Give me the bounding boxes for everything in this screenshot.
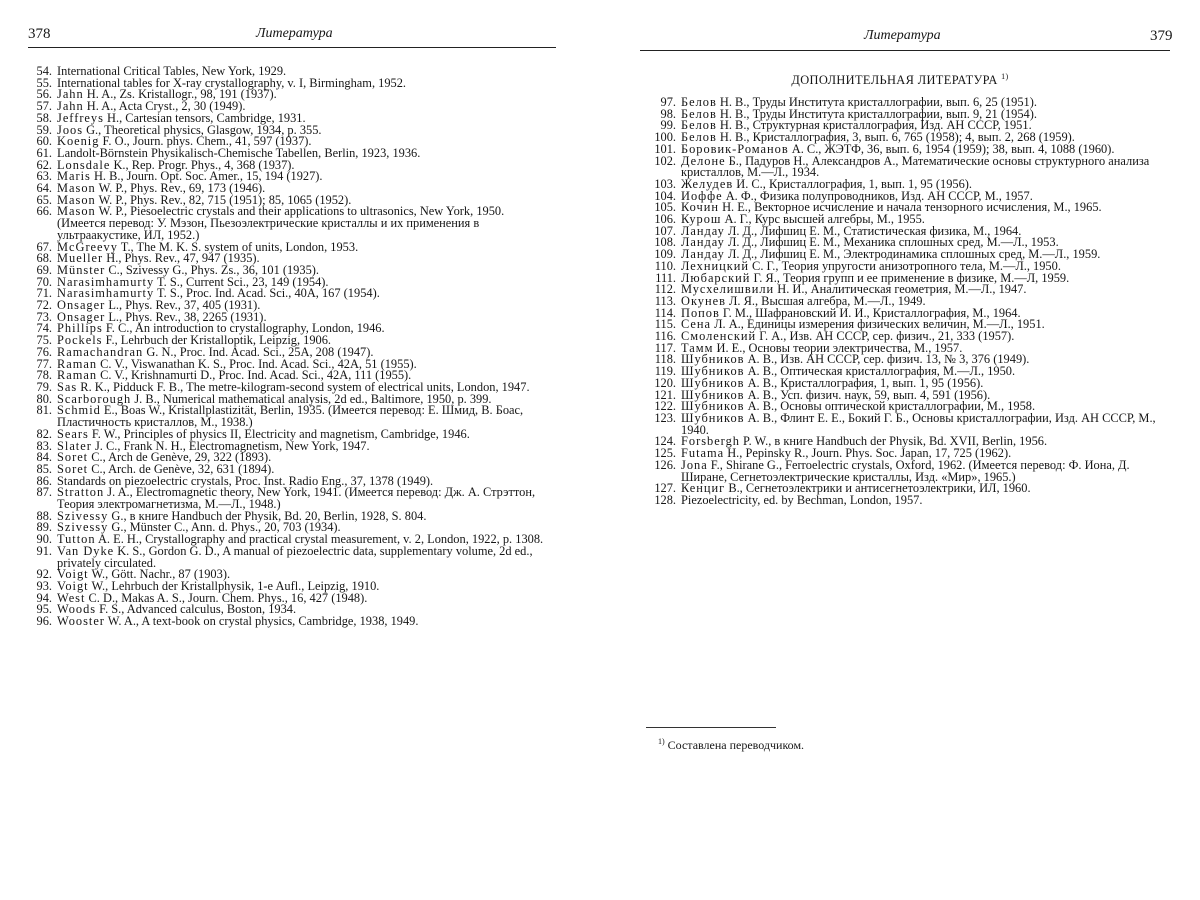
reference-number: 128. xyxy=(654,492,676,507)
running-title: Литература xyxy=(864,28,941,43)
reference-number: 66. xyxy=(36,204,52,219)
reference-details: А. Ф., Физика полупроводников, Изд. АН СССР, М., 1957. xyxy=(722,188,1033,203)
reference-number: 121. xyxy=(654,387,676,402)
reference-author: Joos xyxy=(57,122,84,137)
right-page-header xyxy=(642,26,1172,46)
reference-author: Sears xyxy=(57,426,89,441)
reference-details: Landolt-Börnstein Physikalisch-Chemische Tabellen, Berlin, 1923, 1936. xyxy=(57,145,421,160)
reference-author: Slater xyxy=(57,438,92,453)
reference-details: Л. Я., Высшая алгебра, М.—Л., 1949. xyxy=(725,293,926,308)
reference-details: Л. А., Единицы измерения физических величин, М.—Л., 1951. xyxy=(711,317,1045,332)
reference-number: 77. xyxy=(36,356,52,371)
section-title xyxy=(600,72,1200,88)
reference-number: 68. xyxy=(36,251,52,266)
reference-author: Forsbergh xyxy=(681,434,740,449)
reference-details: C., Arch. de Genève, 32, 631 (1894). xyxy=(88,461,275,476)
reference-details: W. A., A text-book on crystal physics, Cambridge, 1938, 1949. xyxy=(104,614,419,629)
reference-number: 111. xyxy=(655,270,676,285)
reference-details: С. Г., Теория упругости анизотропного тела, М.—Л., 1950. xyxy=(748,258,1061,273)
reference-number: 64. xyxy=(36,181,52,196)
reference-text xyxy=(57,616,552,628)
reference-author: Soret xyxy=(57,461,89,476)
reference-number: 103. xyxy=(654,176,676,191)
reference-author: Ramachandran xyxy=(57,344,144,359)
reference-author: Soret xyxy=(57,450,89,465)
reference-author: Jeffreys xyxy=(57,110,104,125)
reference-details: W., Gött. Nachr., 87 (1903). xyxy=(88,567,231,582)
reference-number: 65. xyxy=(36,192,52,207)
reference-details: H. B., Journ. Opt. Soc. Amer., 15, 194 (1927). xyxy=(90,169,323,184)
reference-number: 73. xyxy=(36,309,52,324)
reference-author: Шубников xyxy=(681,375,745,390)
reference-author: Mueller xyxy=(57,251,104,266)
reference-details: K. S., Gordon G. D., A manual of piezoelectric data, supplementary volume, 2d ed., privately circulated. xyxy=(57,543,533,570)
reference-details: J. C., Frank N. H., Electromagnetism, New York, 1947. xyxy=(91,438,370,453)
reference-author: Sas xyxy=(57,379,78,394)
reference-author: Mason xyxy=(57,181,96,196)
reference-author: Боровик-Романов xyxy=(681,141,789,156)
reference-item xyxy=(28,405,552,428)
reference-number: 95. xyxy=(36,602,52,617)
reference-author: Сена xyxy=(681,317,712,332)
header-rule xyxy=(640,50,1170,51)
reference-details: Н. В., Труды Института кристаллографии, вып. 9, 21 (1954). xyxy=(716,106,1037,121)
page-number: 378 xyxy=(28,26,51,42)
reference-author: Белов xyxy=(681,106,717,121)
reference-text xyxy=(681,153,1172,180)
reference-details: W. P., Phys. Rev., 69, 173 (1946). xyxy=(95,181,266,196)
reference-author: Phillips xyxy=(57,321,103,336)
reference-text xyxy=(681,457,1172,484)
reference-number: 119. xyxy=(654,364,676,379)
reference-number: 113. xyxy=(654,293,676,308)
reference-author: Шубников xyxy=(681,399,745,414)
reference-list xyxy=(642,97,1172,507)
reference-number: 110. xyxy=(654,258,676,273)
reference-number: 79. xyxy=(36,379,52,394)
reference-details: J. A., Electromagnetic theory, New York, 1941. (Имеется перевод: Дж. А. Стрэттон, Теория электромагнетизма, М.—Л., 1948.) xyxy=(57,485,536,512)
reference-number: 87. xyxy=(36,485,52,500)
footnote-marker: 1) xyxy=(658,737,665,746)
reference-number: 71. xyxy=(36,286,52,301)
reference-details: И. Е., Основы теории электричества, М., 1957. xyxy=(713,340,963,355)
reference-item xyxy=(28,543,552,570)
reference-details: Л. Д., Лифшиц Е. М., Механика сплошных сред, М.—Л., 1953. xyxy=(724,235,1059,250)
reference-author: Любарский xyxy=(681,270,751,285)
reference-number: 99. xyxy=(660,118,676,133)
reference-item xyxy=(28,206,552,241)
reference-author: Попов xyxy=(681,305,720,320)
reference-number: 81. xyxy=(36,403,52,418)
reference-number: 70. xyxy=(36,274,52,289)
reference-details: International tables for X-ray crystallography, v. I, Birmingham, 1952. xyxy=(57,75,407,90)
reference-number: 69. xyxy=(36,262,52,277)
reference-author: Jahn xyxy=(57,87,84,102)
reference-author: Maris xyxy=(57,169,91,184)
footnote-text: Составлена переводчиком. xyxy=(664,738,805,752)
footnote xyxy=(658,737,804,753)
reference-author: Jahn xyxy=(57,99,84,114)
reference-author: Шубников xyxy=(681,410,745,425)
reference-author: West xyxy=(57,590,86,605)
reference-details: R. K., Pidduck F. B., The metre-kilogram-second system of electrical units, London, 1947. xyxy=(77,379,530,394)
reference-text xyxy=(57,405,552,428)
reference-number: 104. xyxy=(654,188,676,203)
reference-author: Ландау xyxy=(681,223,725,238)
reference-author: Voigt xyxy=(57,567,89,582)
reference-number: 93. xyxy=(36,578,52,593)
reference-author: Van Dyke xyxy=(57,543,115,558)
reference-number: 86. xyxy=(36,473,52,488)
reference-author: Лехницкий xyxy=(681,258,749,273)
reference-details: E., Boas W., Kristallplastizität, Berlin, 1935. (Имеется перевод: Е. Шмид, В. Боас, Пластичность кристаллов, М., 1938.) xyxy=(57,403,524,430)
reference-number: 112. xyxy=(654,282,676,297)
reference-author: Onsager xyxy=(57,298,106,313)
reference-author: Schmid xyxy=(57,403,101,418)
reference-details: Н. В., Кристаллография, 3, вып. 6, 765 (1958); 4, вып. 2, 268 (1959). xyxy=(716,130,1075,145)
reference-number: 94. xyxy=(36,590,52,605)
reference-details: F., Lehrbuch der Kristalloptik, Leipzig, 1906. xyxy=(102,333,332,348)
reference-details: F., Shirane G., Ferroelectric crystals, Oxford, 1962. (Имеется перевод: Ф. Иона, Д. Ширане, Сегнетоэлектрические кристаллы, Изд. «Мир», 1965.) xyxy=(681,457,1130,484)
reference-details: А. В., Кристаллография, 1, вып. 1, 95 (1956). xyxy=(744,375,984,390)
reference-author: Окунев xyxy=(681,293,726,308)
reference-number: 92. xyxy=(36,567,52,582)
reference-number: 58. xyxy=(36,110,52,125)
reference-details: Н. В., Структурная кристаллография, Изд. АН СССР, 1951. xyxy=(716,118,1032,133)
reference-details: F. C., An introduction to crystallography, London, 1946. xyxy=(102,321,385,336)
reference-author: Шубников xyxy=(681,387,745,402)
reference-author: Белов xyxy=(681,95,717,109)
reference-author: Кенциг xyxy=(681,481,726,496)
reference-number: 76. xyxy=(36,344,52,359)
page-number: 379 xyxy=(1150,28,1173,44)
reference-details: В., Сегнетоэлектрики и антисегнетоэлектрики, ИЛ, 1960. xyxy=(725,481,1031,496)
reference-number: 62. xyxy=(36,157,52,172)
reference-details: P. W., в книге Handbuch der Physik, Bd. XVII, Berlin, 1956. xyxy=(739,434,1048,449)
reference-number: 96. xyxy=(36,614,52,629)
reference-author: Ландау xyxy=(681,247,725,262)
reference-details: А. Г., Курс высшей алгебры, М., 1955. xyxy=(721,212,925,227)
reference-author: Voigt xyxy=(57,578,89,593)
reference-number: 114. xyxy=(654,305,676,320)
reference-details: Standards on piezoelectric crystals, Proc. Inst. Radio Eng., 37, 1378 (1949). xyxy=(57,473,434,488)
reference-number: 124. xyxy=(654,434,676,449)
reference-details: C. V., Krishnamurti D., Proc. Ind. Acad. Sci., 42A, 111 (1955). xyxy=(97,368,412,383)
reference-item xyxy=(642,457,1172,484)
reference-number: 54. xyxy=(36,64,52,78)
reference-details: G. N., Proc. Ind. Acad. Sci., 25A, 208 (1947). xyxy=(143,344,374,359)
running-title: Литература xyxy=(256,26,333,41)
reference-number: 105. xyxy=(654,200,676,215)
reference-text xyxy=(57,487,552,510)
reference-details: A. E. H., Crystallography and practical crystal measurement, v. 2, London, 1922, p. 1308. xyxy=(95,532,544,547)
reference-text xyxy=(57,206,552,241)
reference-number: 72. xyxy=(36,298,52,313)
reference-item xyxy=(28,616,552,628)
reference-details: T. S., Proc. Ind. Acad. Sci., 40A, 167 (1954). xyxy=(154,286,380,301)
reference-number: 84. xyxy=(36,450,52,465)
reference-author: Белов xyxy=(681,118,717,133)
reference-details: F. S., Advanced calculus, Boston, 1934. xyxy=(96,602,297,617)
footnote-rule xyxy=(646,727,776,728)
reference-number: 117. xyxy=(654,340,676,355)
reference-author: Ландау xyxy=(681,235,725,250)
reference-number: 55. xyxy=(36,75,52,90)
reference-details: Н. Е., Векторное исчисление и начала тензорного исчисления, М., 1965. xyxy=(718,200,1102,215)
reference-details: C. V., Viswanathan K. S., Proc. Ind. Acad. Sci., 42A, 51 (1955). xyxy=(97,356,417,371)
reference-number: 89. xyxy=(36,520,52,535)
reference-details: Piezoelectricity, ed. by Bechman, London, 1957. xyxy=(681,492,923,507)
reference-item xyxy=(642,492,1172,507)
reference-author: Münster xyxy=(57,262,106,277)
reference-item xyxy=(642,153,1172,180)
reference-author: Jona xyxy=(681,457,708,472)
reference-number: 56. xyxy=(36,87,52,102)
reference-text xyxy=(681,492,1172,507)
reference-details: W., Lehrbuch der Kristallphysik, 1-e Aufl., Leipzig, 1910. xyxy=(88,578,380,593)
reference-text xyxy=(681,410,1172,437)
reference-number: 67. xyxy=(36,239,52,254)
reference-number: 98. xyxy=(660,106,676,121)
reference-author: Делоне xyxy=(681,153,726,168)
reference-details: C. D., Makas A. S., Journ. Chem. Phys., 16, 427 (1948). xyxy=(85,590,368,605)
reference-author: Желудев xyxy=(681,176,734,191)
reference-author: Scarborough xyxy=(57,391,132,406)
reference-details: G., Theoretical physics, Glasgow, 1934, p. 355. xyxy=(83,122,322,137)
reference-author: Narasimhamurty xyxy=(57,286,155,301)
reference-details: Г. Я., Теория групп и ее применение в физике, М.—Л, 1959. xyxy=(750,270,1070,285)
reference-author: Raman xyxy=(57,356,98,371)
reference-author: Szivessy xyxy=(57,520,109,535)
reference-details: G., в книге Handbuch der Physik, Bd. 20, Berlin, 1928, S. 804. xyxy=(108,508,427,523)
section-title-text: ДОПОЛНИТЕЛЬНАЯ ЛИТЕРАТУРА xyxy=(791,73,998,88)
reference-number: 63. xyxy=(36,169,52,184)
reference-details: H., Pepinsky R., Journ. Phys. Soc. Japan, 17, 725 (1962). xyxy=(724,446,1012,461)
reference-number: 100. xyxy=(654,130,676,145)
reference-number: 109. xyxy=(654,247,676,262)
reference-details: W. P., Piesoelectric crystals and their applications to ultrasonics, New York, 1950. (Имеется перевод: У. Мэзон, Пьезоэлектрические кристаллы и их применения в ультраакустике, ИЛ, 1952.) xyxy=(57,204,505,242)
reference-author: Курош xyxy=(681,212,722,227)
reference-details: А. В., Флинт Е. Е., Бокий Г. Б., Основы кристаллографии, Изд. АН СССР, М., 1940. xyxy=(681,410,1156,437)
reference-number: 122. xyxy=(654,399,676,414)
reference-number: 125. xyxy=(654,446,676,461)
reference-author: Futama xyxy=(681,446,725,461)
reference-author: Onsager xyxy=(57,309,106,324)
reference-number: 126. xyxy=(654,457,676,472)
reference-author: Szivessy xyxy=(57,508,109,523)
reference-details: C., Szivessy G., Phys. Zs., 36, 101 (1935). xyxy=(105,262,319,277)
reference-number: 78. xyxy=(36,368,52,383)
reference-details: L., Phys. Rev., 38, 2265 (1931). xyxy=(105,309,267,324)
left-page-header xyxy=(28,26,548,46)
reference-number: 115. xyxy=(654,317,676,332)
reference-details: Г. М., Шафрановский И. И., Кристаллография, М., 1964. xyxy=(719,305,1021,320)
reference-author: Pockels xyxy=(57,333,103,348)
reference-author: Raman xyxy=(57,368,98,383)
reference-details: H., Phys. Rev., 47, 947 (1935). xyxy=(103,251,260,266)
reference-text xyxy=(57,543,552,570)
reference-number: 75. xyxy=(36,333,52,348)
reference-details: И. С., Кристаллография, 1, вып. 1, 95 (1956). xyxy=(733,176,973,191)
reference-number: 59. xyxy=(36,122,52,137)
reference-details: А. В., Усп. физич. наук, 59, вып. 4, 591 (1956). xyxy=(744,387,991,402)
reference-number: 61. xyxy=(36,145,52,160)
reference-number: 118. xyxy=(654,352,676,367)
reference-details: K., Rep. Progr. Phys., 4, 368 (1937). xyxy=(110,157,295,172)
footnote-marker: 1) xyxy=(1001,72,1009,81)
reference-author: Мусхелишвили xyxy=(681,282,775,297)
reference-details: T., The M. K. S. system of units, London, 1953. xyxy=(117,239,359,254)
reference-details: Б., Падуров Н., Александров А., Математические основы структурного анализа кристаллов, М.—Л., 1934. xyxy=(681,153,1150,180)
reference-author: Lonsdale xyxy=(57,157,111,172)
reference-author: McGreevy xyxy=(57,239,118,254)
reference-details: F. W., Principles of physics II, Electricity and magnetism, Cambridge, 1946. xyxy=(88,426,470,441)
reference-number: 108. xyxy=(654,235,676,250)
reference-number: 82. xyxy=(36,426,52,441)
reference-details: H. A., Acta Cryst., 2, 30 (1949). xyxy=(83,99,246,114)
reference-author: Mason xyxy=(57,204,96,219)
reference-item xyxy=(642,410,1172,437)
reference-author: Mason xyxy=(57,192,96,207)
reference-number: 106. xyxy=(654,212,676,227)
reference-number: 97. xyxy=(660,95,676,109)
header-rule xyxy=(28,47,556,48)
reference-number: 123. xyxy=(654,410,676,425)
reference-number: 107. xyxy=(654,223,676,238)
reference-details: F. O., Journ. phys. Chem., 41, 597 (1937). xyxy=(99,134,312,149)
reference-list xyxy=(28,66,552,628)
reference-author: Шубников xyxy=(681,364,745,379)
reference-details: Н. И., Аналитическая геометрия, М.—Л., 1947. xyxy=(774,282,1027,297)
reference-number: 88. xyxy=(36,508,52,523)
reference-details: W. P., Phys. Rev., 82, 715 (1951); 85, 1065 (1952). xyxy=(95,192,352,207)
reference-number: 116. xyxy=(654,329,676,344)
reference-number: 101. xyxy=(654,141,676,156)
reference-author: Tutton xyxy=(57,532,96,547)
reference-author: Woods xyxy=(57,602,97,617)
reference-details: International Critical Tables, New York, 1929. xyxy=(57,64,287,78)
reference-details: Л. Д., Лифшиц Е. М., Электродинамика сплошных сред, М.—Л., 1959. xyxy=(724,247,1101,262)
reference-author: Кочин xyxy=(681,200,719,215)
reference-number: 127. xyxy=(654,481,676,496)
reference-number: 120. xyxy=(654,375,676,390)
reference-number: 57. xyxy=(36,99,52,114)
reference-item xyxy=(28,487,552,510)
reference-details: L., Phys. Rev., 37, 405 (1931). xyxy=(105,298,261,313)
reference-details: C., Arch de Genève, 29, 322 (1893). xyxy=(88,450,272,465)
reference-details: А. В., Изв. АН СССР, сер. физич. 13, № 3, 376 (1949). xyxy=(744,352,1030,367)
reference-author: Шубников xyxy=(681,352,745,367)
reference-author: Narasimhamurty xyxy=(57,274,155,289)
reference-author: Stratton xyxy=(57,485,105,500)
reference-number: 83. xyxy=(36,438,52,453)
reference-details: А. С., ЖЭТФ, 36, вып. 6, 1954 (1959); 38, вып. 4, 1088 (1960). xyxy=(788,141,1115,156)
reference-number: 80. xyxy=(36,391,52,406)
reference-author: Koenig xyxy=(57,134,100,149)
reference-details: А. В., Оптическая кристаллография, М.—Л., 1950. xyxy=(744,364,1016,379)
reference-author: Белов xyxy=(681,130,717,145)
reference-details: Н. В., Труды Института кристаллографии, вып. 6, 25 (1951). xyxy=(716,95,1037,109)
reference-details: G., Münster C., Ann. d. Phys., 20, 703 (1934). xyxy=(108,520,341,535)
reference-details: Л. Д., Лифшиц Е. М., Статистическая физика, М., 1964. xyxy=(724,223,1022,238)
reference-author: Иоффе xyxy=(681,188,723,203)
reference-author: Wooster xyxy=(57,614,105,629)
reference-number: 74. xyxy=(36,321,52,336)
reference-number: 60. xyxy=(36,134,52,149)
reference-details: H., Cartesian tensors, Cambridge, 1931. xyxy=(103,110,306,125)
reference-details: T. S., Current Sci., 23, 149 (1954). xyxy=(154,274,329,289)
right-page xyxy=(600,0,1200,900)
reference-number: 102. xyxy=(654,153,676,168)
reference-author: Тамм xyxy=(681,340,714,355)
reference-details: H. A., Zs. Kristallogr., 98, 191 (1937). xyxy=(83,87,277,102)
reference-details: А. В., Основы оптической кристаллографии, М., 1958. xyxy=(744,399,1036,414)
reference-number: 90. xyxy=(36,532,52,547)
reference-number: 85. xyxy=(36,461,52,476)
reference-number: 91. xyxy=(36,543,52,558)
reference-author: Смоленский xyxy=(681,329,757,344)
reference-details: J. B., Numerical mathematical analysis, 2d ed., Baltimore, 1950, p. 399. xyxy=(131,391,492,406)
reference-details: Г. А., Изв. АН СССР, сер. физич., 21, 333 (1957). xyxy=(756,329,1015,344)
